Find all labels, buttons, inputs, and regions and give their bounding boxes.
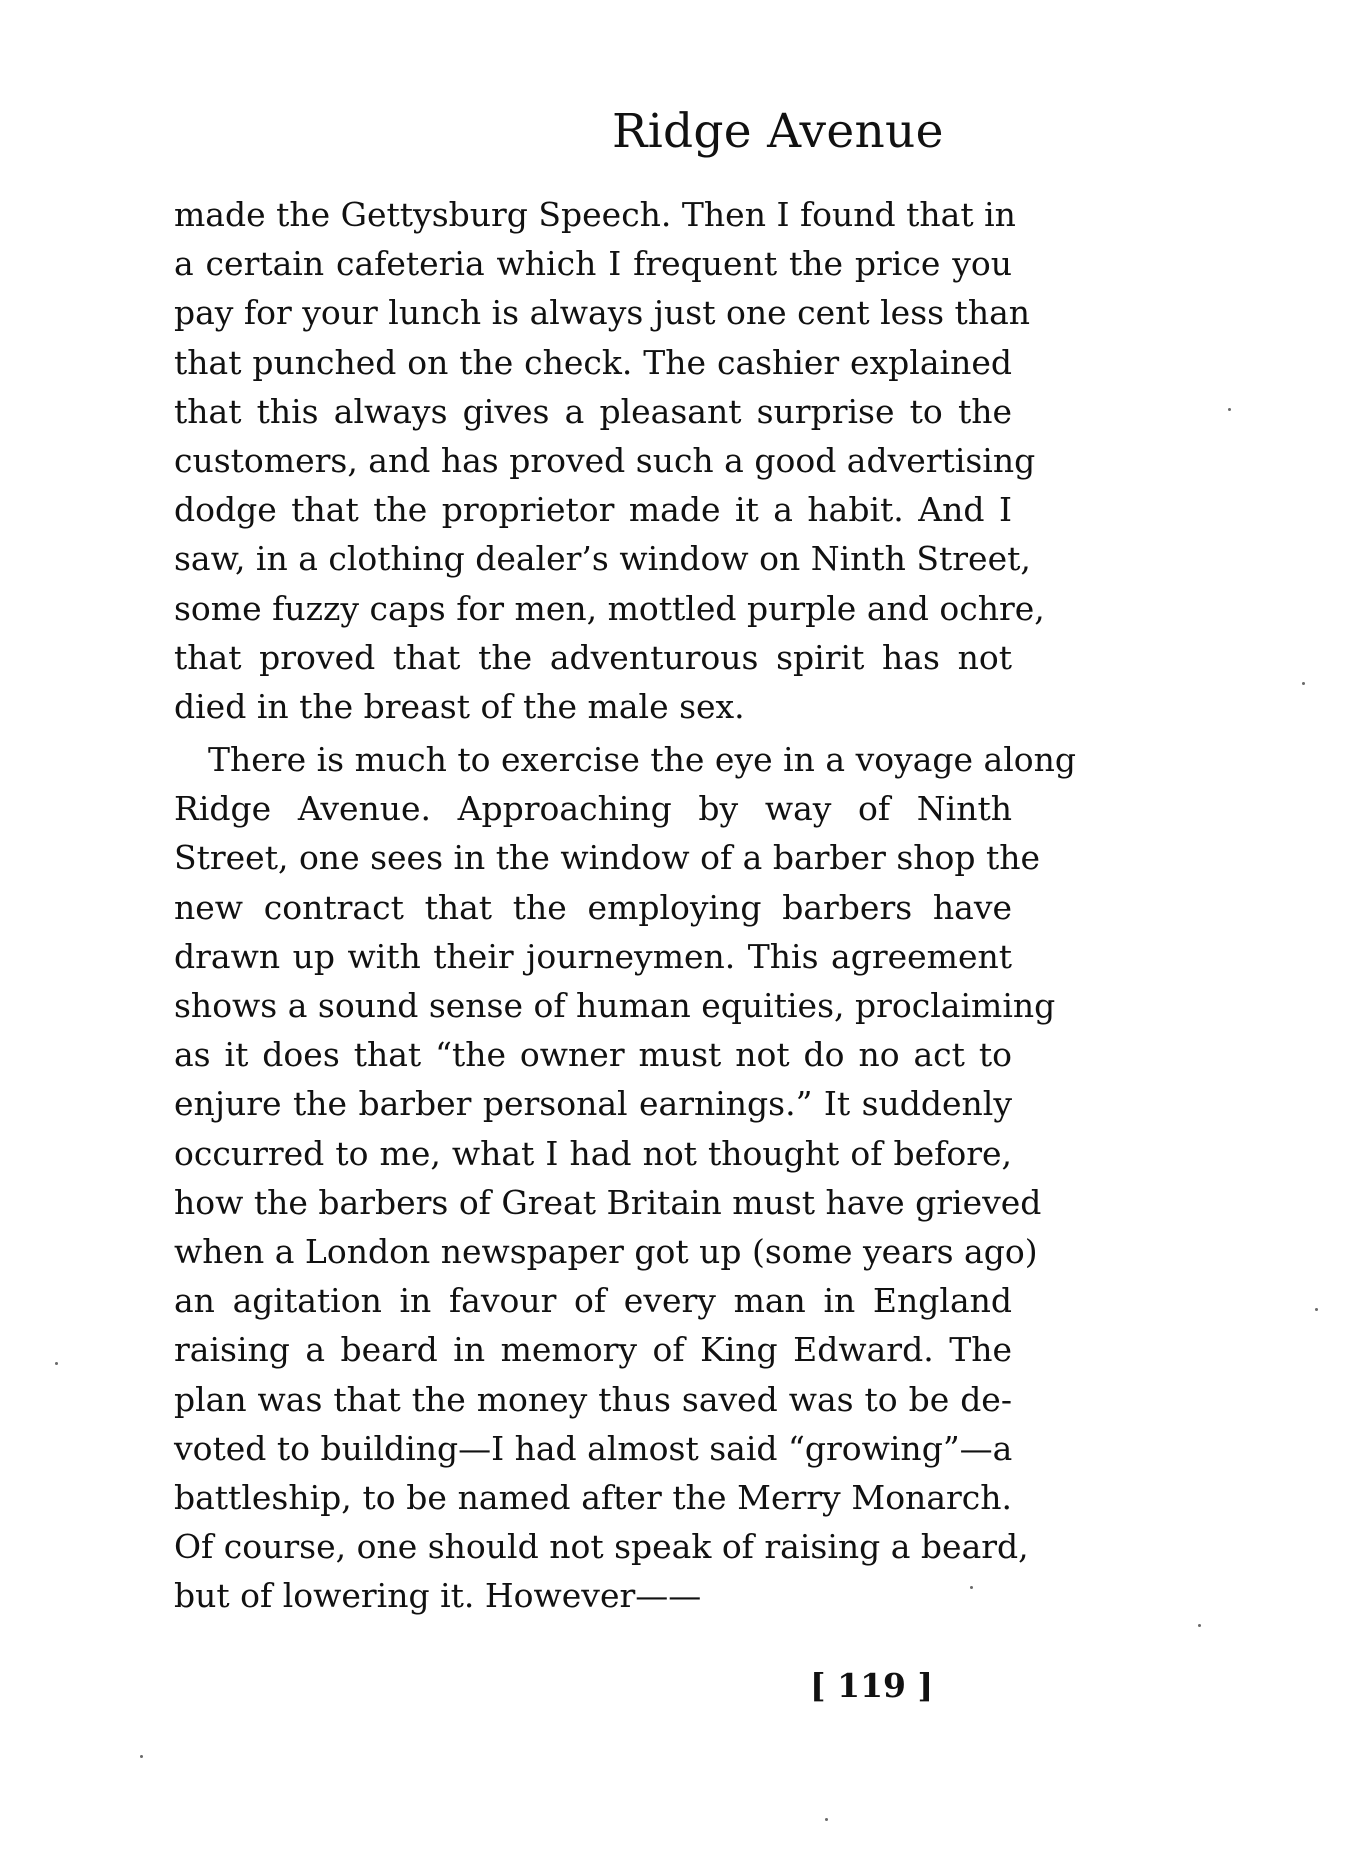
- scan-speck: [1198, 1624, 1201, 1627]
- text-line: when a London newspaper got up (some years ago): [174, 1231, 1038, 1271]
- scan-speck: [1315, 1308, 1318, 1311]
- text-line: Of course, one should not speak of raising a beard,: [174, 1527, 1029, 1567]
- page-number: [ 119 ]: [810, 1666, 934, 1705]
- scan-speck: [970, 1586, 973, 1589]
- text-line: made the Gettysburg Speech. Then I found that in: [174, 195, 1016, 234]
- text-line: pay for your lunch is always just one cent less than: [174, 293, 1031, 333]
- text-line: saw, in a clothing dealer’s window on Ninth Street,: [174, 539, 1031, 579]
- text-line: how the barbers of Great Britain must have grieved: [174, 1182, 1042, 1222]
- text-line: but of lowering it. However——: [174, 1576, 702, 1616]
- scan-speck: [1228, 408, 1231, 411]
- text-line: Ridge Avenue. Approaching by way of Ninth: [174, 789, 1012, 829]
- text-line: dodge that the proprietor made it a habit. And I: [174, 490, 1012, 530]
- text-line: occurred to me, what I had not thought of before,: [174, 1133, 1012, 1173]
- text-line: shows a sound sense of human equities, proclaiming: [174, 986, 1056, 1025]
- text-line: Street, one sees in the window of a barber shop the: [174, 838, 1041, 878]
- text-line: died in the breast of the male sex.: [174, 686, 745, 726]
- paragraph-2: [174, 735, 1077, 1620]
- text-line: some fuzzy caps for men, mottled purple and ochre,: [174, 588, 1045, 628]
- text-line: that punched on the check. The cashier explained: [174, 342, 1012, 382]
- text-line: voted to building—I had almost said “growing”—a: [174, 1428, 1013, 1468]
- text-line: a certain cafeteria which I frequent the price you: [174, 244, 1012, 284]
- text-line: as it does that “the owner must not do no act to: [174, 1035, 1012, 1075]
- running-head: Ridge Avenue: [612, 104, 944, 159]
- scan-speck: [55, 1362, 58, 1365]
- scan-speck: [140, 1755, 143, 1758]
- scan-speck: [825, 1818, 828, 1821]
- text-line: drawn up with their journeymen. This agreement: [174, 936, 1012, 976]
- text-line: new contract that the employing barbers have: [174, 887, 1012, 927]
- text-line: There is much to exercise the eye in a voyage along: [208, 740, 1077, 780]
- text-line: raising a beard in memory of King Edward. The: [174, 1330, 1012, 1370]
- text-line: enjure the barber personal earnings.” It suddenly: [174, 1084, 1012, 1124]
- text-line: an agitation in favour of every man in England: [174, 1281, 1012, 1321]
- text-line: plan was that the money thus saved was to be de-: [174, 1379, 1012, 1419]
- text-line: battleship, to be named after the Merry Monarch.: [174, 1477, 1012, 1517]
- scan-speck: [1302, 682, 1305, 685]
- paragraph-1: [174, 190, 1045, 731]
- text-line: that this always gives a pleasant surprise to the: [174, 391, 1012, 431]
- text-line: customers, and has proved such a good advertising: [174, 440, 1036, 480]
- text-line: that proved that the adventurous spirit has not: [174, 637, 1012, 677]
- body-text: [174, 190, 1077, 1620]
